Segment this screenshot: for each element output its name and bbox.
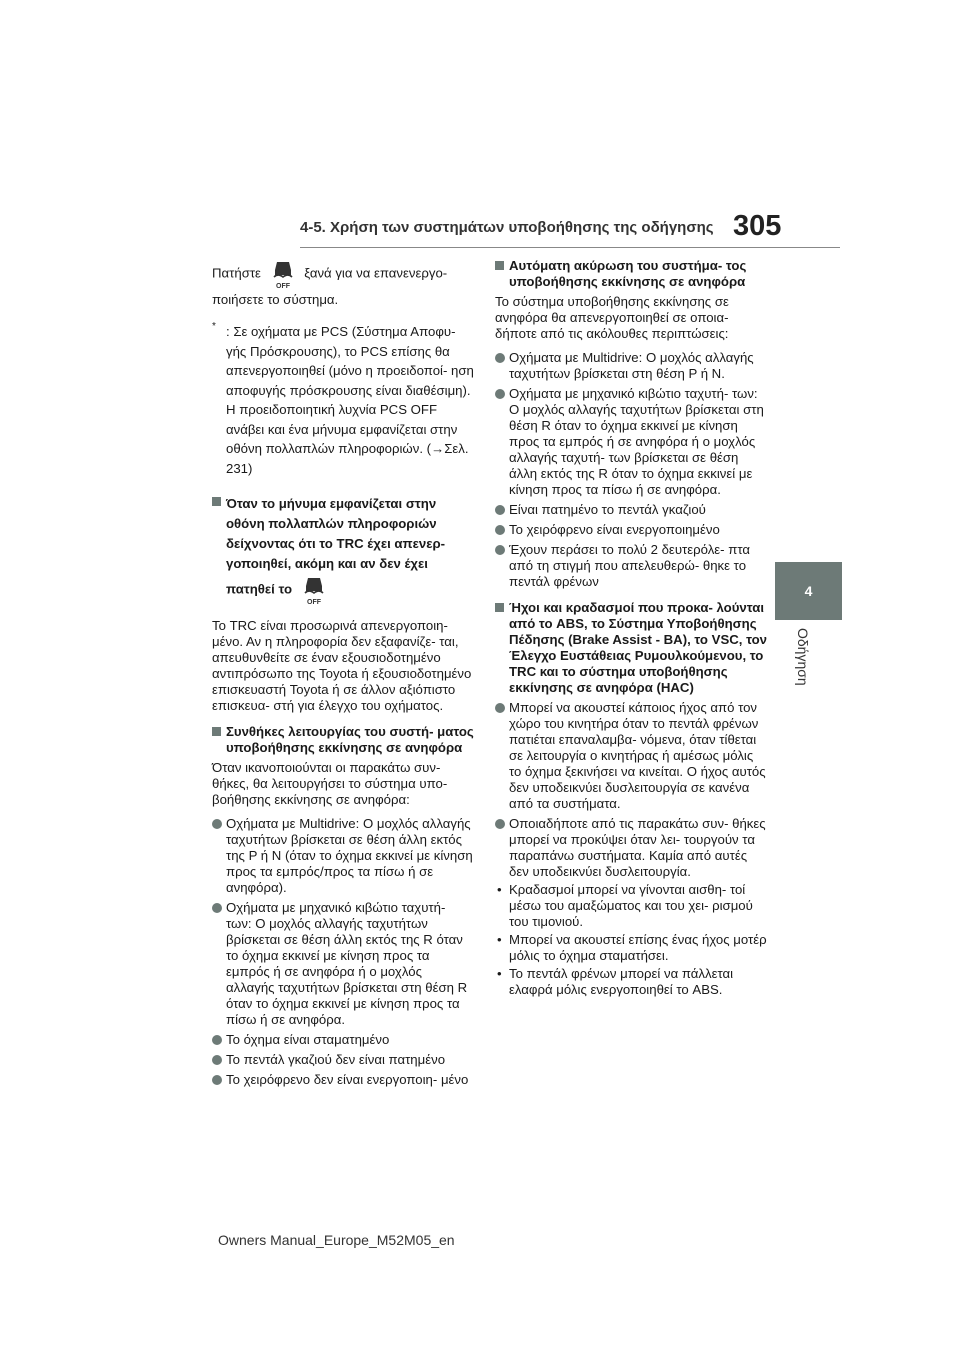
intro-before-icon: Πατήστε	[212, 265, 261, 281]
bullet-dot	[495, 505, 505, 515]
bullet-dot	[495, 525, 505, 535]
trc-paragraph: Το TRC είναι προσωρινά απενεργοποιη- μένο. Αν η πληροφορία δεν εξαφανίζε- ται, απευθυνθείτε σε έναν εξουσιοδοτημένο αντιπρόσωπο της Toyota ή εξουσιοδοτημένο επισκευαστή Toyota ή σε άλλον αξιόπιστο επισκευα- στή για έλεγχο του οχήματος.	[212, 618, 472, 713]
hac-conditions-paragraph: Όταν ικανοποιούνται οι παρακάτω συν- θήκες, θα λειτουργήσει το σύστημα υπο- βοήθησης εκκίνησης σε ανηφόρα:	[212, 760, 448, 807]
heading-text: Ήχοι και κραδασμοί που προκα- λούνται από το ABS, το Σύστημα Υποβοήθησης Πέδησης (Brake Assist - BA), το VSC, τον Έλεγχο Ευστάθειας Ρυμουλκούμενου, το TRC και το σύστημα υποβοήθησης εκκίνησης σε ανηφόρα (HAC)	[509, 600, 768, 695]
bullet-dot	[495, 703, 505, 713]
list-item-text: Το χειρόφρενο είναι ενεργοποιημένο	[509, 522, 720, 537]
svg-text:OFF: OFF	[275, 283, 290, 290]
list-item-text: Οποιαδήποτε από τις παρακάτω συν- θήκες μπορεί να προκύψει όταν λει- τουργούν τα παραπάνω συστήματα. Καμία από αυτές δεν υποδεικνύει δυσλειτουργία.	[509, 816, 766, 879]
footnote-text: : Σε οχήματα με PCS (Σύστημα Αποφυ- γής Πρόσκρουσης), το PCS επίσης θα απενεργοποιηθεί (μόνο η προειδοποί- ηση αποφυγής πρόσκρουσης είναι διαθέσιμη). Η προειδοποιητική λυχνία PCS OFF ανάβει και ένα μήνυμα εμφανίζεται στην οθόνη πολλαπλών πληροφοριών. (→Σελ. 231)	[226, 324, 474, 476]
list-item-text: Το χειρόφρενο δεν είναι ενεργοποιη- μένο	[226, 1072, 469, 1087]
bullet-dot	[212, 903, 222, 913]
bullet-dot	[212, 1075, 222, 1085]
bullet-dot	[495, 353, 505, 363]
list-item-text: Το όχημα είναι σταματημένο	[226, 1032, 390, 1047]
sub-list-item-text: Μπορεί να ακουστεί επίσης ένας ήχος μοτέρ μόλις το όχημα σταματήσει.	[509, 932, 767, 963]
bullet-dot	[495, 545, 505, 555]
heading-trc-message	[212, 494, 474, 606]
sub-list-item-text: Κραδασμοί μπορεί να γίνονται αισθη- τοί μέσω του αμαξώματος και του χει- ρισμού του τιμονιού.	[509, 882, 753, 929]
heading-text: Όταν το μήνυμα εμφανίζεται στην οθόνη πολλαπλών πληροφοριών δείχνοντας ότι το TRC έχει απενερ- γοποιηθεί, ακόμη και αν δεν έχει	[226, 496, 446, 571]
bullet-dot	[212, 819, 222, 829]
list-item	[212, 1032, 474, 1048]
chapter-label: Οδήγηση	[795, 628, 811, 686]
intro-line2: ποιήσετε το σύστημα.	[212, 292, 339, 307]
list-item-text: Μπορεί να ακουστεί κάποιος ήχος από τον χώρο του κινητήρα όταν το πεντάλ φρένων πατιέται επαναλαμβα- νόμενα, όταν τίθεται σε λειτουργία ο κινητήρας ή αμέσως μόλις το όχημα ξεκινήσει να κινείται. Ο ήχος αυτός δεν υποδεικνύει δυσλειτουργία σε κανένα από τα συστήματα.	[509, 700, 766, 811]
hac-cancel-paragraph: Το σύστημα υποβοήθησης εκκίνησης σε ανηφόρα θα απενεργοποιηθεί σε οποια- δήποτε από τις ακόλουθες περιπτώσεις:	[495, 294, 729, 341]
list-item	[212, 900, 474, 1028]
list-item	[495, 502, 767, 518]
list-item-text: Το πεντάλ γκαζιού δεν είναι πατημένο	[226, 1052, 446, 1067]
heading-hac-conditions	[212, 724, 474, 756]
sub-bullet-marker: •	[497, 932, 502, 947]
list-item	[495, 542, 767, 590]
list-item	[212, 1052, 474, 1068]
list-item	[495, 386, 767, 498]
intro-after-icon: ξανά για να επανενεργο-	[304, 265, 448, 281]
list-item	[212, 816, 474, 896]
sub-list-item-text: Το πεντάλ φρένων μπορεί να πάλλεται ελαφρά μόλις ενεργοποιηθεί το ABS.	[509, 966, 734, 997]
heading-square-marker	[495, 261, 504, 270]
list-item	[495, 350, 767, 382]
header-divider	[300, 247, 840, 248]
list-item-text: Οχήματα με Multidrive: Ο μοχλός αλλαγής ταχυτήτων βρίσκεται σε θέση άλλη εκτός της P ή N (όταν το όχημα εκκινεί με κίνηση προς τα εμπρός/προς τα πίσω ή σε ανηφόρα).	[226, 816, 473, 895]
list-item-text: Είναι πατημένο το πεντάλ γκαζιού	[509, 502, 706, 517]
sub-list-item	[495, 882, 767, 930]
footer-text: Owners Manual_Europe_M52M05_en	[218, 1232, 455, 1248]
list-item-text: Οχήματα με μηχανικό κιβώτιο ταχυτή- των: Ο μοχλός αλλαγής ταχυτήτων βρίσκεται στη θέση R όταν το όχημα εκκινεί με κίνηση προς τα εμπρός ή σε ανηφόρα ή ο μοχλός αλλαγής ταχυτή- των βρίσκεται σε θέση άλλη εκτός της R όταν το όχημα εκκινεί με κίνηση προς τα πίσω ή σε ανηφόρα.	[509, 386, 764, 497]
sub-list-item	[495, 932, 767, 964]
list-item	[212, 1072, 474, 1088]
list-item-text: Οχήματα με μηχανικό κιβώτιο ταχυτή- των: Ο μοχλός αλλαγής ταχυτήτων βρίσκεται σε θέση άλλη εκτός της R όταν το όχημα εκκινεί με κίνηση προς τα εμπρός ή σε ανηφόρα ή ο μοχλός αλλαγής ταχυτήτων βρίσκεται στη θέση R όταν το όχημα εκκινεί με κίνηση προς τα πίσω ή σε ανηφόρα.	[226, 900, 468, 1027]
bullet-dot	[495, 819, 505, 829]
heading-hac-cancel	[495, 258, 767, 290]
sub-bullet-marker: •	[497, 966, 502, 981]
heading-square-marker	[212, 497, 221, 506]
list-item-text: Οχήματα με Multidrive: Ο μοχλός αλλαγής ταχυτήτων βρίσκεται στη θέση P ή N.	[509, 350, 754, 381]
trc-off-icon	[304, 574, 324, 606]
svg-text:OFF: OFF	[306, 599, 321, 606]
heading-square-marker	[212, 727, 221, 736]
bullet-dot	[212, 1055, 222, 1065]
sub-list-item	[495, 966, 767, 998]
list-item	[495, 522, 767, 538]
section-title: 4-5. Χρήση των συστημάτων υποβοήθησης της οδήγησης	[300, 219, 714, 236]
list-item	[495, 700, 767, 812]
left-column	[212, 258, 474, 1092]
bullet-dot	[495, 389, 505, 399]
heading-text-line2: πατηθεί το	[226, 581, 293, 597]
list-item	[495, 816, 767, 880]
heading-sounds-vibrations	[495, 600, 767, 696]
pcs-off-icon	[273, 258, 293, 290]
footnote-marker: *	[212, 321, 216, 332]
footnote	[212, 322, 474, 478]
heading-text: Συνθήκες λειτουργίας του συστή- ματος υποβοήθησης εκκίνησης σε ανηφόρα	[226, 724, 474, 755]
bullet-dot	[212, 1035, 222, 1045]
sub-bullet-marker: •	[497, 882, 502, 897]
heading-square-marker	[495, 603, 504, 612]
page-number: 305	[733, 210, 782, 242]
intro-paragraph	[212, 258, 474, 310]
chapter-tab[interactable]: 4	[775, 562, 842, 620]
list-item-text: Έχουν περάσει το πολύ 2 δευτερόλε- πτα από τη στιγμή που απελευθερώ- θηκε το πεντάλ φρένων	[509, 542, 750, 589]
heading-text: Αυτόματη ακύρωση του συστήμα- τος υποβοήθησης εκκίνησης σε ανηφόρα	[509, 258, 747, 289]
right-column	[495, 258, 767, 1000]
